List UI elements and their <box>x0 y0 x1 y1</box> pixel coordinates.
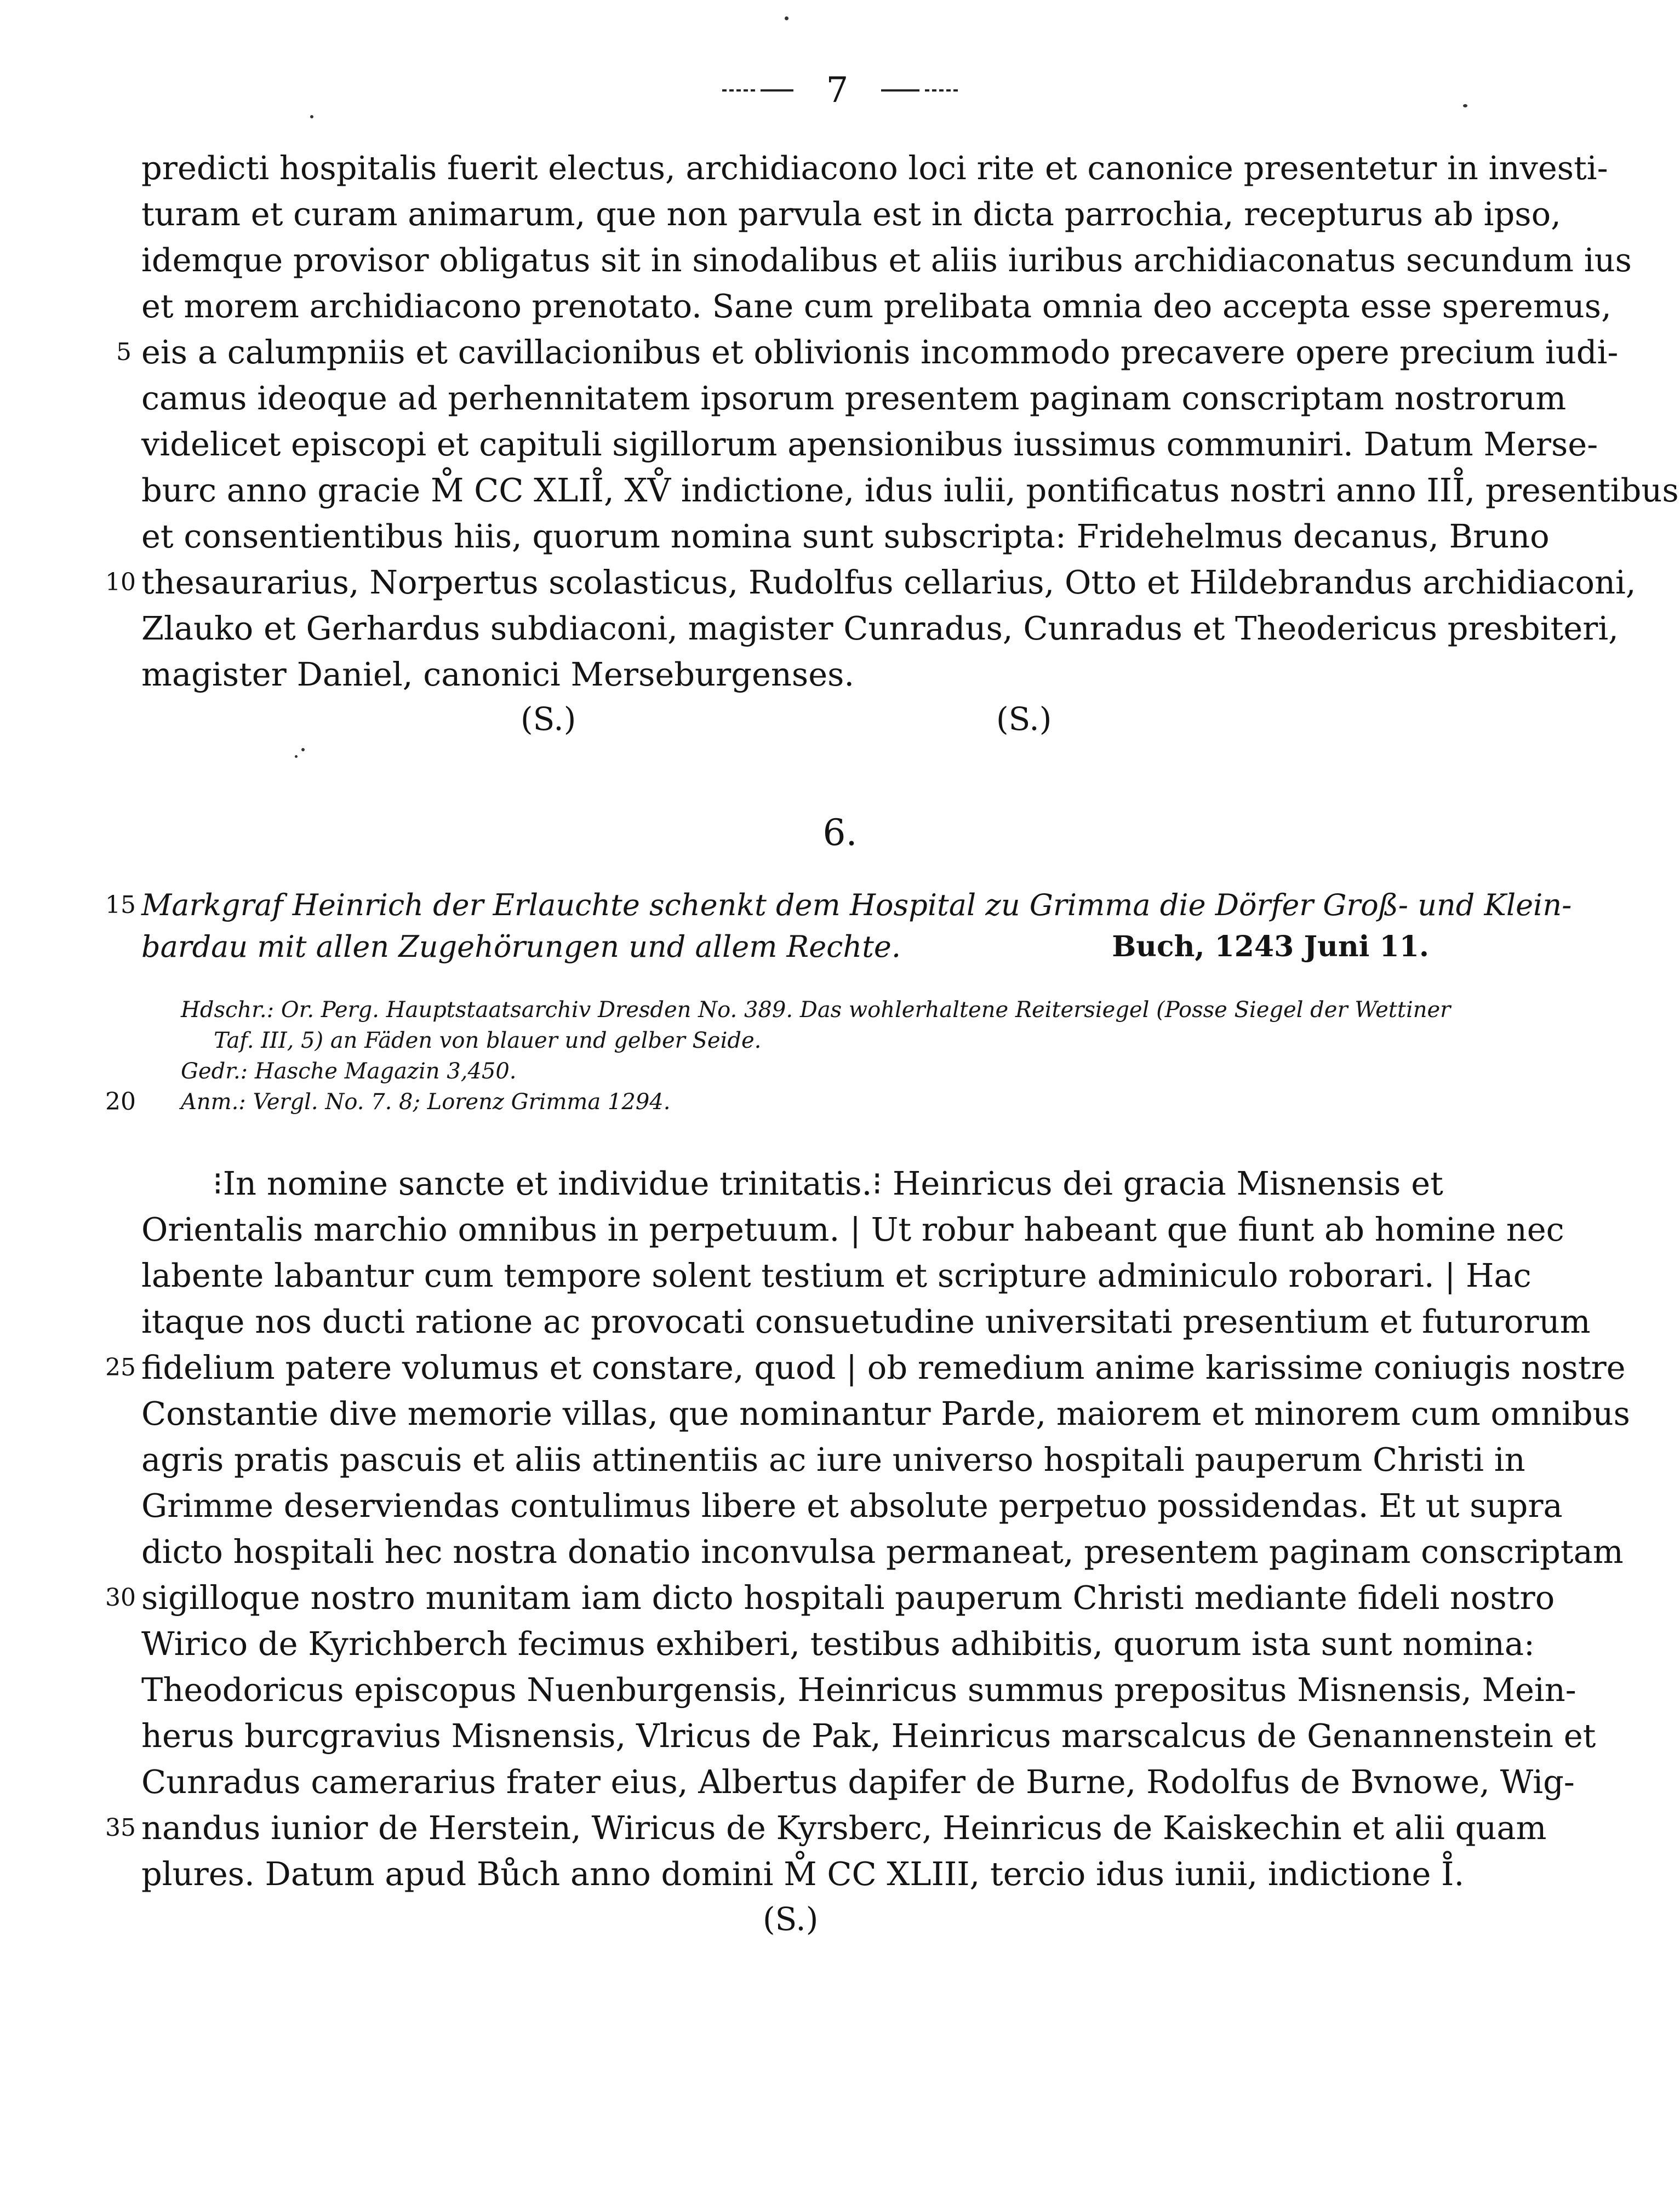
line-number: 20 <box>105 1088 136 1116</box>
regest-line: bardau mit allen Zugehörungen und allem Rechte. <box>141 929 901 964</box>
text-line: Orientalis marchio omnibus in perpetuum. | Ut robur habeant que fiunt ab homine nec <box>141 1211 1564 1248</box>
text-line: plures. Datum apud Bůch anno domini M̊ CC XLIII, tercio idus iunii, indictione I̊. <box>141 1855 1465 1893</box>
line-number: 35 <box>105 1814 136 1842</box>
text-line: et morem archidiacono prenotato. Sane cum prelibata omnia deo accepta esse speremus, <box>141 287 1612 325</box>
text-line: idemque provisor obligatus sit in sinodalibus et aliis iuribus archidiaconatus secundum ius <box>141 241 1632 279</box>
scan-speck <box>301 748 305 751</box>
line-number: 30 <box>105 1584 136 1612</box>
apparatus-line: Hdschr.: Or. Perg. Hauptstaatsarchiv Dresden No. 389. Das wohlerhaltene Reitersiegel (Posse Siegel der Wettiner <box>181 997 1451 1023</box>
text-line: Constantie dive memorie villas, que nominantur Parde, maiorem et minorem cum omnibus <box>141 1395 1630 1432</box>
regest-line: Markgraf Heinrich der Erlauchte schenkt dem Hospital zu Grimma die Dörfer Groß- und Klein- <box>141 888 1572 922</box>
text-line: magister Daniel, canonici Merseburgenses. <box>141 655 855 693</box>
line-number: 15 <box>105 891 136 919</box>
scan-speck <box>785 16 788 20</box>
line-number: 10 <box>105 568 136 596</box>
header-rule-left-2 <box>761 89 793 92</box>
line-number: 5 <box>116 338 132 366</box>
text-line: Zlauko et Gerhardus subdiaconi, magister Cunradus, Cunradus et Theodericus presbiteri, <box>141 609 1619 647</box>
text-line: eis a calumpniis et cavillacionibus et oblivionis incommodo precavere opere precium iudi- <box>141 333 1619 371</box>
running-header <box>0 63 1680 118</box>
scan-speck <box>295 755 298 758</box>
text-line: Grimme deserviendas contulimus libere et absolute perpetuo possidendas. Et ut supra <box>141 1487 1563 1525</box>
scan-speck <box>1463 104 1467 107</box>
date-place: Buch, 1243 Juni 11. <box>1112 930 1429 963</box>
header-rule-right <box>881 89 919 92</box>
text-line: fidelium patere volumus et constare, quod | ob remedium anime karissime coniugis nostre <box>141 1349 1626 1386</box>
text-line: et consentientibus hiis, quorum nomina sunt subscripta: Fridehelmus decanus, Bruno <box>141 517 1550 555</box>
text-line: predicti hospitalis fuerit electus, archidiacono loci rite et canonice presentetur in investi- <box>141 149 1608 187</box>
text-line: agris pratis pascuis et aliis attinentiis ac iure universo hospitali pauperum Christi in <box>141 1441 1525 1478</box>
text-line: Wirico de Kyrichberch fecimus exhiberi, testibus adhibitis, quorum ista sunt nomina: <box>141 1625 1535 1663</box>
text-line: sigilloque nostro munitam iam dicto hospitali pauperum Christi mediante fideli nostro <box>141 1579 1555 1617</box>
text-line: dicto hospitali hec nostra donatio inconvulsa permaneat, presentem paginam conscriptam <box>141 1533 1624 1571</box>
header-rule-right-2 <box>925 89 958 92</box>
text-line: thesaurarius, Norpertus scolasticus, Rudolfus cellarius, Otto et Hildebrandus archidiaconi, <box>141 563 1636 601</box>
text-line: videlicet episcopi et capituli sigillorum apensionibus iussimus communiri. Datum Merse- <box>141 425 1598 463</box>
text-line: Theodoricus episcopus Nuenburgensis, Heinricus summus prepositus Misnensis, Mein- <box>141 1671 1576 1709</box>
page-number: 7 <box>826 70 849 111</box>
scan-speck <box>310 115 313 118</box>
text-line: ⁝In nomine sancte et individue trinitatis.⁝ Heinricus dei gracia Misnensis et <box>213 1164 1443 1202</box>
seal-mark: (S.) <box>763 1900 819 1938</box>
document-number: 6. <box>822 812 858 854</box>
text-line: labente labantur cum tempore solent testium et scripture adminiculo roborari. | Hac <box>141 1257 1532 1294</box>
text-line: nandus iunior de Herstein, Wiricus de Kyrsberc, Heinricus de Kaiskechin et alii quam <box>141 1809 1547 1847</box>
text-line: turam et curam animarum, que non parvula est in dicta parrochia, recepturus ab ipso, <box>141 195 1561 233</box>
seal-mark: (S.) <box>996 700 1052 738</box>
text-line: herus burcgravius Misnensis, Vlricus de Pak, Heinricus marscalcus de Genannenstein et <box>141 1717 1596 1755</box>
line-number: 25 <box>105 1354 136 1381</box>
seal-mark: (S.) <box>521 700 576 738</box>
text-line: itaque nos ducti ratione ac provocati consuetudine universitati presentium et futurorum <box>141 1303 1591 1340</box>
header-rule-left <box>722 89 755 92</box>
text-line: burc anno gracie M̊ CC XLII̊, XV̊ indictione, idus iulii, pontificatus nostri anno III̊, presentibus <box>141 471 1679 509</box>
text-line: camus ideoque ad perhennitatem ipsorum presentem paginam conscriptam nostrorum <box>141 379 1567 417</box>
text-line: Cunradus camerarius frater eius, Albertus dapifer de Burne, Rodolfus de Bvnowe, Wig- <box>141 1763 1575 1801</box>
apparatus-line: Gedr.: Hasche Magazin 3,450. <box>181 1059 517 1084</box>
apparatus-line: Anm.: Vergl. No. 7. 8; Lorenz Grimma 1294. <box>181 1089 671 1115</box>
apparatus-line: Taf. III, 5) an Fäden von blauer und gelber Seide. <box>214 1028 762 1053</box>
